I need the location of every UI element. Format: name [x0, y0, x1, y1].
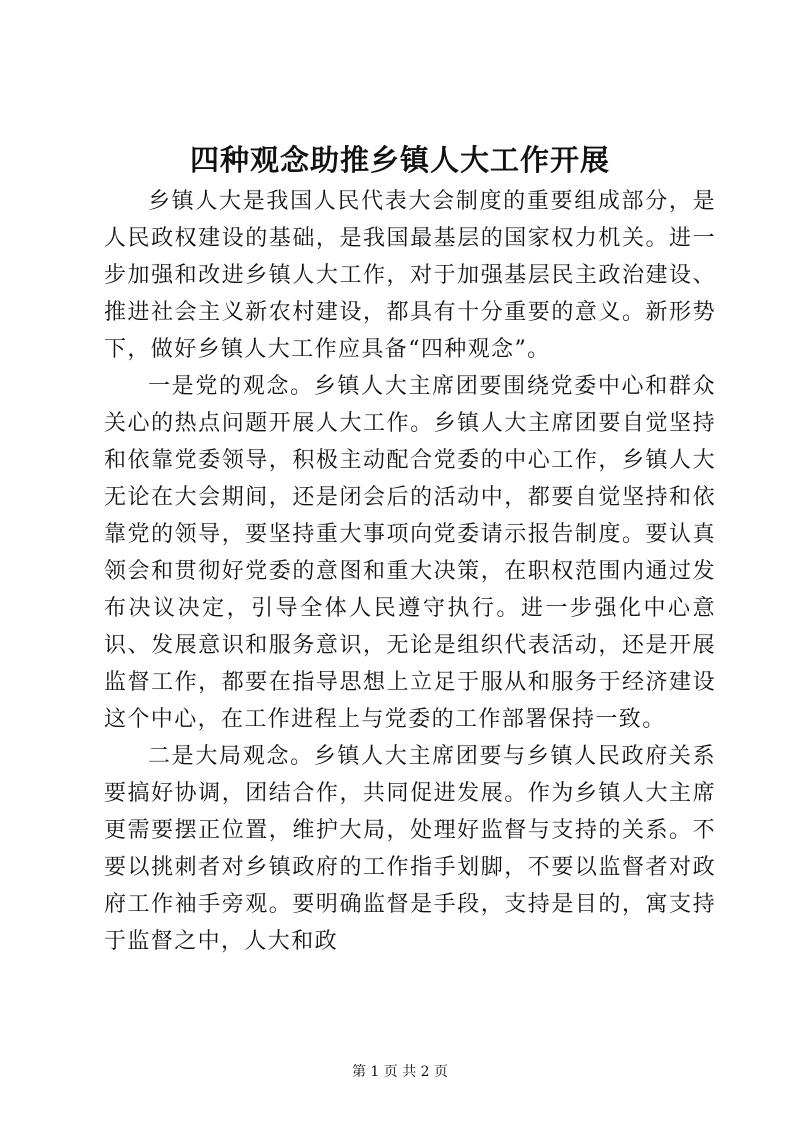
document-title: 四种观念助推乡镇人大工作开展: [189, 143, 610, 177]
paragraph-party-concept: 一是党的观念。乡镇人大主席团要围绕党委中心和群众关心的热点问题开展人大工作。乡镇人大主席团要自觉坚持和依靠党委领导，积极主动配合党委的中心工作，乡镇人大无论在大会期间，还是闭会后的活动中，都要自觉坚持和依靠党的领导，要坚持重大事项向党委请示报告制度。要认真领会和贯彻好党委的意图和重大决策，在职权范围内通过发布决议决定，引导全体人民遵守执行。进一步强化中心意识、发展意识和服务意识，无论是组织代表活动，还是开展监督工作，都要在指导思想上立足于服从和服务于经济建设这个中心，在工作进程上与党委的工作部署保持一致。: [104, 374, 716, 732]
page-footer: 第 1 页 共 2 页: [351, 1064, 449, 1080]
paragraph-overall-concept: 二是大局观念。乡镇人大主席团要与乡镇人民政府关系要搞好协调，团结合作，共同促进发展。作为乡镇人大主席更需要摆正位置，维护大局，处理好监督与支持的关系。不要以挑刺者对乡镇政府的工作指手划脚，不要以监督者对政府工作袖手旁观。要明确监督是手段，支持是目的，寓支持于监督之中，人大和政: [104, 744, 716, 954]
paragraph-intro: 乡镇人大是我国人民代表大会制度的重要组成部分，是人民政权建设的基础，是我国最基层的国家权力机关。进一步加强和改进乡镇人大工作，对于加强基层民主政治建设、推进社会主义新农村建设，都具有十分重要的意义。新形势下，做好乡镇人大工作应具备“四种观念”。: [104, 189, 716, 362]
document-body: [104, 183, 716, 960]
